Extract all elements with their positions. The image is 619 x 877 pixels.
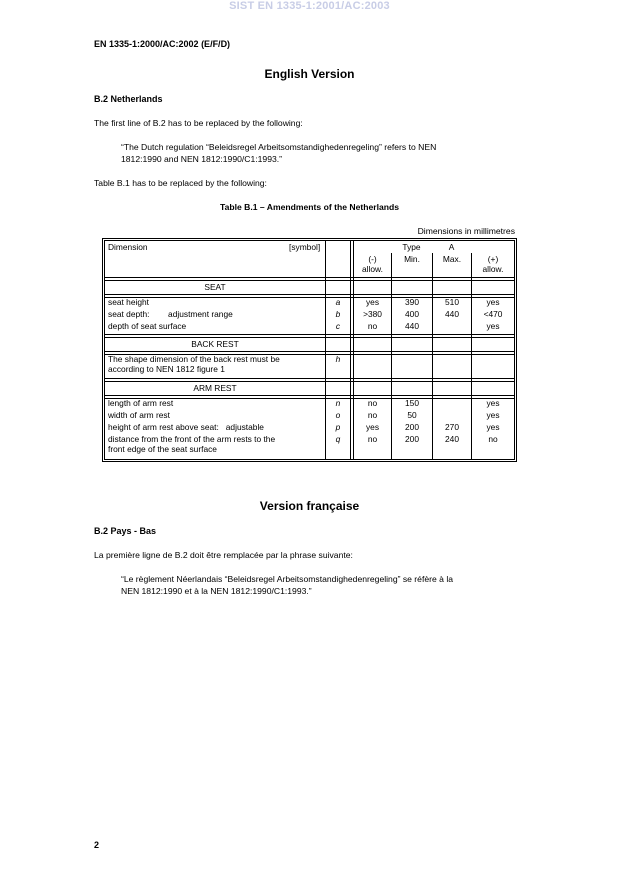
english-version-title: English Version bbox=[264, 67, 355, 81]
table-cell-min: 200 bbox=[405, 434, 419, 444]
english-section-heading: B.2 Netherlands bbox=[94, 94, 163, 104]
header-symbol: [symbol] bbox=[289, 242, 321, 252]
table-row-desc: length of arm rest bbox=[108, 398, 174, 408]
table-row-symbol: q bbox=[335, 434, 341, 444]
table-row-symbol: p bbox=[335, 422, 341, 432]
table-row-symbol: n bbox=[335, 398, 341, 408]
table-row-symbol: b bbox=[335, 309, 341, 319]
table-cell-plus: yes bbox=[486, 297, 500, 307]
table-cell-max: 270 bbox=[445, 422, 459, 432]
table-row-desc: height of arm rest above seat: adjustable bbox=[108, 422, 264, 432]
french-version-title: Version française bbox=[259, 499, 360, 513]
english-quote-line-1: “The Dutch regulation “Beleidsregel Arbeitsomstandighedenregeling” refers to NEN bbox=[121, 142, 437, 152]
header-plus-allow: (+) allow. bbox=[482, 254, 504, 274]
amendments-table bbox=[102, 238, 517, 462]
french-quote bbox=[121, 573, 541, 597]
table-cell-max: 240 bbox=[445, 434, 459, 444]
english-quote-line-2: 1812:1990 and NEN 1812:1990/C1:1993.” bbox=[121, 154, 283, 164]
english-quote bbox=[121, 141, 521, 165]
header-minus-allow: (-) allow. bbox=[362, 254, 383, 274]
dimensions-note: Dimensions in millimetres bbox=[417, 226, 515, 236]
table-cell-plus: yes bbox=[486, 410, 500, 420]
group-arm-rest: ARM REST bbox=[193, 383, 237, 393]
table-row-desc: width of arm rest bbox=[108, 410, 170, 420]
table-row-symbol: o bbox=[335, 410, 341, 420]
table-cell-max: 440 bbox=[445, 309, 459, 319]
group-back-rest: BACK REST bbox=[191, 339, 239, 349]
watermark: SIST EN 1335-1:2001/AC:2003 bbox=[229, 0, 390, 12]
table-cell-plus: <470 bbox=[483, 309, 503, 319]
table-row-desc: seat height bbox=[108, 297, 149, 307]
french-paragraph-1: La première ligne de B.2 doit être remplacée par la phrase suivante: bbox=[94, 550, 353, 560]
table-cell-max: 510 bbox=[445, 297, 459, 307]
table-cell-min: 200 bbox=[405, 422, 419, 432]
table-row-symbol: a bbox=[335, 297, 341, 307]
french-quote-line-1: “Le règlement Néerlandais “Beleidsregel Arbeitsomstandighedenregeling” se réfère à la bbox=[121, 574, 454, 584]
page-number: 2 bbox=[94, 840, 100, 850]
table-cell-minus: no bbox=[367, 321, 378, 331]
table-cell-minus: >380 bbox=[363, 309, 382, 319]
table-cell-min: 50 bbox=[407, 410, 417, 420]
table-row-symbol: c bbox=[335, 321, 341, 331]
table-caption: Table B.1 – Amendments of the Netherlands bbox=[219, 202, 400, 212]
table-cell-minus: yes bbox=[365, 422, 380, 432]
header-type-value: A bbox=[448, 242, 455, 252]
header-type: Type bbox=[402, 242, 421, 252]
table-cell-minus: no bbox=[367, 410, 378, 420]
table-row-desc: distance from the front of the arm rests to the front edge of the seat surface bbox=[108, 434, 276, 454]
header-max: Max. bbox=[442, 254, 462, 264]
header-dimension: Dimension bbox=[108, 242, 148, 252]
table-cell-min: 150 bbox=[405, 398, 419, 408]
french-section-heading: B.2 Pays - Bas bbox=[94, 526, 157, 536]
english-paragraph-1: The first line of B.2 has to be replaced by the following: bbox=[94, 118, 303, 128]
table-cell-plus: yes bbox=[486, 398, 500, 408]
table-row-desc: seat depth: adjustment range bbox=[108, 309, 233, 319]
english-paragraph-2: Table B.1 has to be replaced by the following: bbox=[94, 178, 267, 188]
header-min: Min. bbox=[404, 254, 420, 264]
document-id: EN 1335-1:2000/AC:2002 (E/F/D) bbox=[94, 39, 231, 49]
table-row-symbol: h bbox=[335, 354, 341, 364]
table-cell-min: 390 bbox=[405, 297, 419, 307]
table-cell-minus: no bbox=[367, 398, 378, 408]
table-cell-min: 400 bbox=[405, 309, 419, 319]
french-quote-line-2: NEN 1812:1990 et à la NEN 1812:1990/C1:1993.” bbox=[121, 586, 312, 596]
table-row-desc: depth of seat surface bbox=[108, 321, 187, 331]
table-cell-plus: no bbox=[488, 434, 498, 444]
table-cell-minus: no bbox=[367, 434, 378, 444]
table-cell-minus: yes bbox=[365, 297, 380, 307]
table-cell-min: 440 bbox=[405, 321, 419, 331]
table-cell-plus: yes bbox=[486, 422, 500, 432]
table-cell-plus: yes bbox=[486, 321, 500, 331]
group-seat: SEAT bbox=[204, 282, 226, 292]
table-row-desc: The shape dimension of the back rest must be according to NEN 1812 figure 1 bbox=[108, 354, 280, 374]
